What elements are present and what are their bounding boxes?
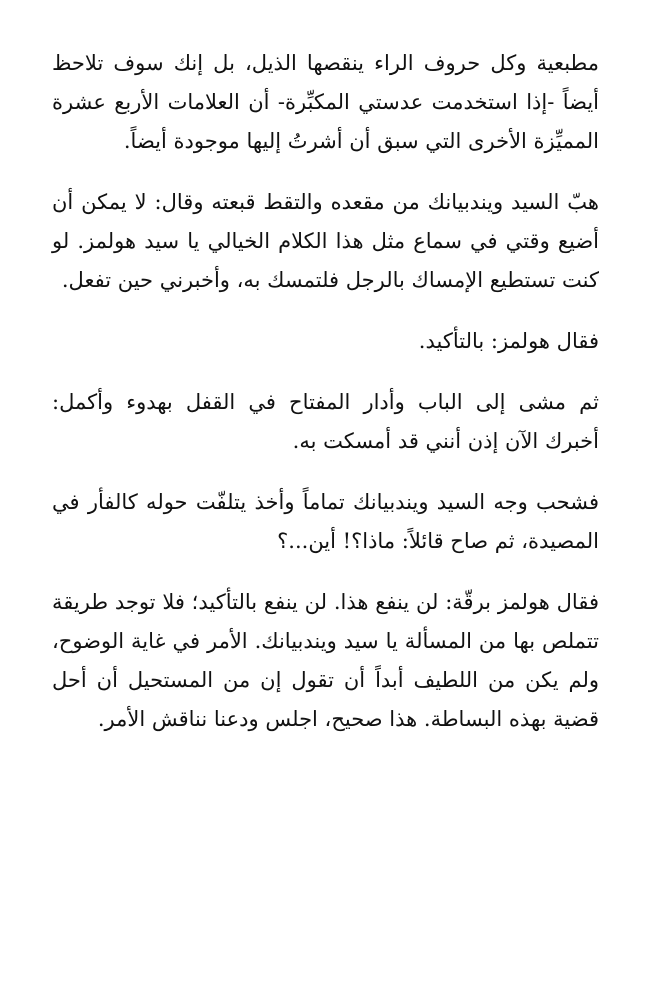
paragraph-1: مطبعية وكل حروف الراء ينقصها الذيل، بل إنك سوف تلاحظ أيضاً -إذا استخدمت عدستي المكبِّرة- أن العلامات الأربع عشرة المميِّزة الأخرى التي سبق أن أشرتُ إليها موجودة أيضاً. xyxy=(52,51,599,153)
paragraph-3: فقال هولمز: بالتأكيد. xyxy=(418,329,599,353)
paragraph-6: فقال هولمز برقّة: لن ينفع هذا. لن ينفع بالتأكيد؛ فلا توجد طريقة تتملص بها من المسألة يا سيد ويندبيانك. الأمر في غاية الوضوح، ولم يكن من اللطيف أبداً أن تقول إن من المستحيل أن أحل قضية بهذه البساطة. هذا صحيح، اجلس ودعنا نناقش الأمر. xyxy=(52,590,599,731)
paragraph-2: هبّ السيد ويندبيانك من مقعده والتقط قبعته وقال: لا يمكن أن أضيع وقتي في سماع مثل هذا الكلام الخيالي يا سيد هولمز. لو كنت تستطيع الإمساك بالرجل فلتمسك به، وأخبرني حين تفعل. xyxy=(52,190,599,292)
paragraph-4: ثم مشى إلى الباب وأدار المفتاح في القفل بهدوء وأكمل: أخبرك الآن إذن أنني قد أمسكت به. xyxy=(52,390,599,453)
paragraph-5: فشحب وجه السيد ويندبيانك تماماً وأخذ يتلفّت حوله كالفأر في المصيدة، ثم صاح قائلاً: ماذا؟! أين...؟ xyxy=(52,490,599,553)
